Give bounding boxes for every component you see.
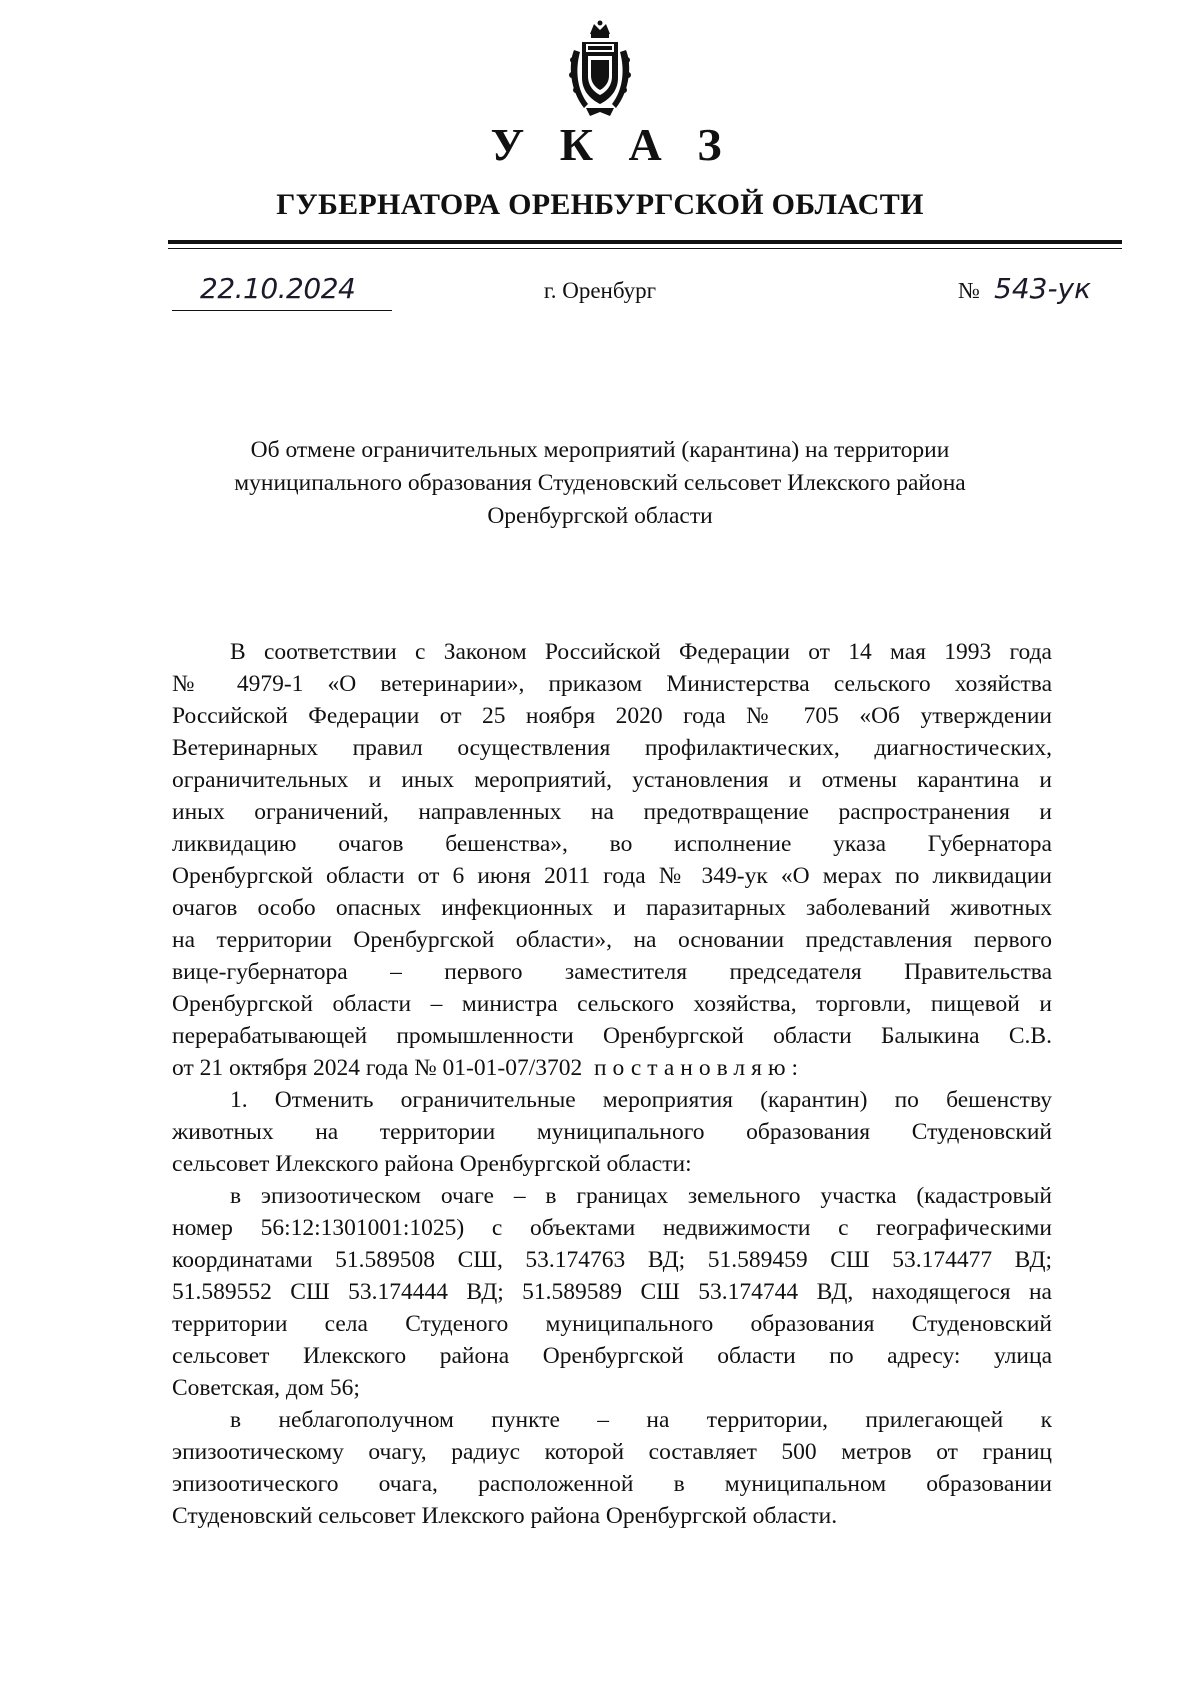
body-line: 51.589552 СШ 53.174444 ВД; 51.589589 СШ 53.174744 ВД, находящегося на xyxy=(172,1279,1052,1305)
decree-word: постановляю: xyxy=(593,1055,805,1081)
decree-subject xyxy=(190,434,1010,533)
coat-of-arms-icon xyxy=(564,20,636,120)
body-line: координатами 51.589508 СШ, 53.174763 ВД; 51.589459 СШ 53.174477 ВД; xyxy=(172,1247,1052,1273)
body-line: В соответствии с Законом Российской Федерации от 14 мая 1993 года xyxy=(230,639,1052,665)
body-line: Российской Федерации от 25 ноября 2020 года № 705 «Об утверждении xyxy=(172,703,1052,729)
document-type-title: У К А З xyxy=(490,119,734,170)
body-line: в эпизоотическом очаге – в границах земельного участка (кадастровый xyxy=(230,1183,1052,1209)
body-line: 1. Отменить ограничительные мероприятия (карантин) по бешенству xyxy=(230,1087,1052,1113)
decree-body xyxy=(172,636,1052,1532)
body-line: Ветеринарных правил осуществления профилактических, диагностических, xyxy=(172,735,1052,761)
body-line: ограничительных и иных мероприятий, установления и отмены карантина и xyxy=(172,767,1052,793)
body-line: эпизоотическому очагу, радиус которой составляет 500 метров от границ xyxy=(172,1439,1052,1465)
body-line: ликвидацию очагов бешенства», во исполнение указа Губернатора xyxy=(172,831,1052,857)
header-divider-thick xyxy=(168,240,1122,244)
body-line: иных ограничений, направленных на предотвращение распространения и xyxy=(172,799,1052,825)
body-line: сельсовет Илекского района Оренбургской области: xyxy=(172,1151,692,1177)
body-line: Оренбургской области – министра сельского хозяйства, торговли, пищевой и xyxy=(172,991,1052,1017)
decree-date: 22.10.2024 xyxy=(200,272,356,305)
decree-place: г. Оренбург xyxy=(543,278,657,303)
header-divider-thin xyxy=(168,248,1122,249)
body-line: очагов особо опасных инфекционных и паразитарных заболеваний животных xyxy=(172,895,1052,921)
body-line: номер 56:12:1301001:1025) с объектами недвижимости с географическими xyxy=(172,1215,1052,1241)
body-line: животных на территории муниципального образования Студеновский xyxy=(172,1119,1052,1145)
body-line: Студеновский сельсовет Илекского района Оренбургской области. xyxy=(172,1503,838,1529)
body-line: вице-губернатора – первого заместителя председателя Правительства xyxy=(172,959,1052,985)
decree-number-label: № xyxy=(958,278,980,303)
subject-line: муниципального образования Студеновский сельсовет Илекского района xyxy=(234,470,966,496)
decree-number: 543-ук xyxy=(994,272,1092,305)
subject-line: Оренбургской области xyxy=(487,503,713,529)
body-line: на территории Оренбургской области», на основании представления первого xyxy=(172,927,1052,953)
body-line: № 4979-1 «О ветеринарии», приказом Министерства сельского хозяйства xyxy=(172,671,1052,697)
issuer-title: ГУБЕРНАТОРА ОРЕНБУРГСКОЙ ОБЛАСТИ xyxy=(276,188,924,221)
body-line: сельсовет Илекского района Оренбургской области по адресу: улица xyxy=(172,1343,1052,1369)
body-line: перерабатывающей промышленности Оренбургской области Балыкина С.В. xyxy=(172,1023,1052,1049)
body-line: Оренбургской области от 6 июня 2011 года № 349-ук «О мерах по ликвидации xyxy=(172,863,1052,889)
body-line: Советская, дом 56; xyxy=(172,1375,360,1401)
body-line: территории села Студеного муниципального образования Студеновский xyxy=(172,1311,1052,1337)
body-line-text: от 21 октября 2024 года № 01-01-07/3702 xyxy=(172,1055,583,1081)
body-line: эпизоотического очага, расположенной в муниципальном образовании xyxy=(172,1471,1052,1497)
body-line: в неблагополучном пункте – на территории, прилегающей к xyxy=(230,1407,1052,1433)
subject-line: Об отмене ограничительных мероприятий (карантина) на территории xyxy=(250,437,950,463)
body-line xyxy=(172,1052,1052,1084)
